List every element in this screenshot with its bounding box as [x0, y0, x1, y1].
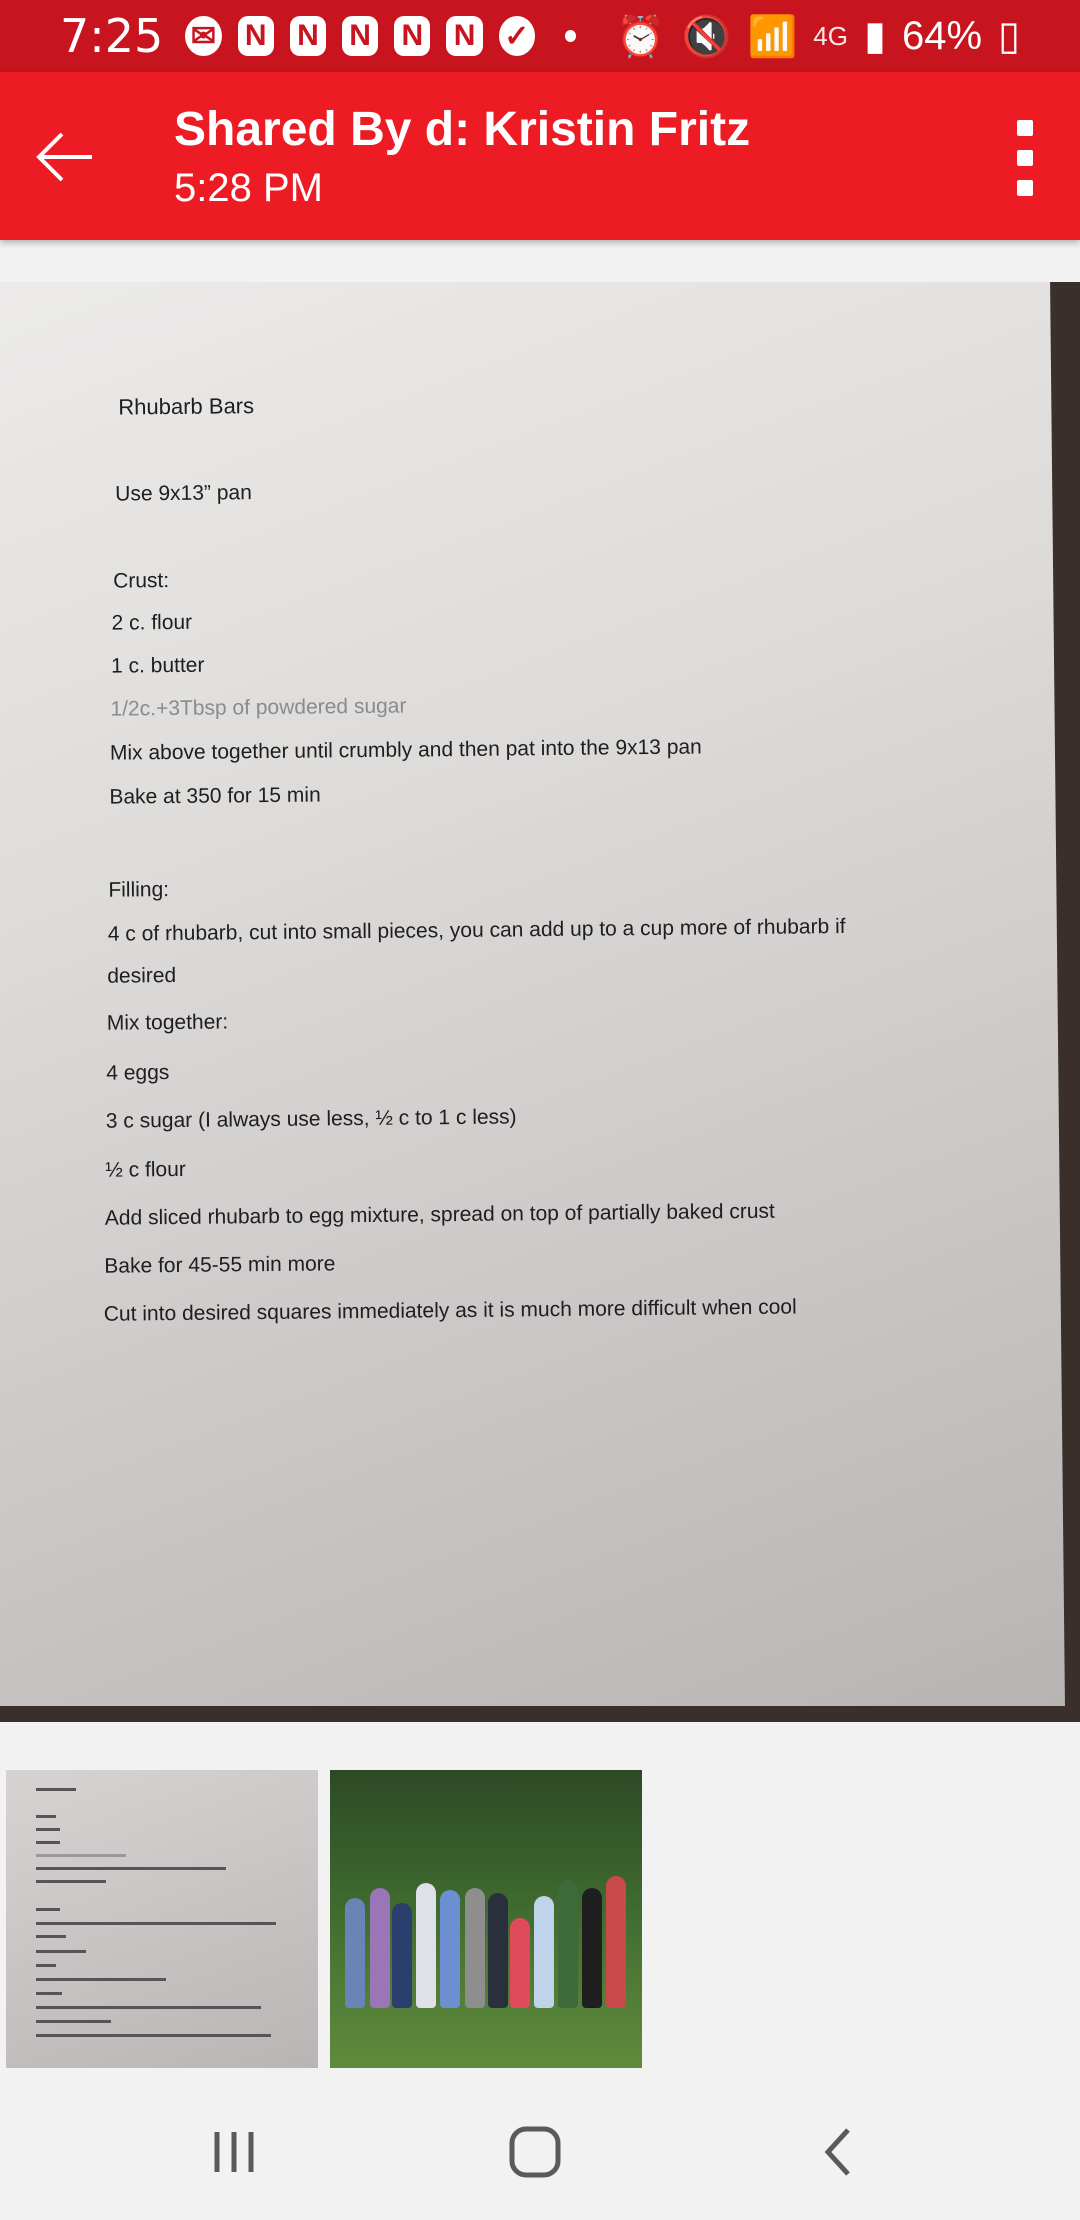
doc-line: Cut into desired squares immediately as it is much more difficult when cool [103, 1295, 797, 1326]
doc-line: Mix above together until crumbly and then pat into the 9x13 pan [109, 735, 702, 765]
messenger-icon: ✉ [185, 16, 221, 56]
doc-line: ½ c flour [105, 1157, 186, 1182]
group-photo-thumbnail[interactable] [330, 1770, 642, 2068]
network-type: 4G [813, 20, 848, 51]
doc-line: desired [107, 963, 177, 988]
doc-line: 1 c. butter [110, 653, 205, 678]
doc-line: Rhubarb Bars [118, 393, 255, 420]
battery-level: 64% [901, 13, 983, 58]
thumbnail-strip [0, 1722, 1080, 2082]
image-viewer[interactable] [0, 282, 1080, 1722]
verizon-check-icon: ✓ [499, 16, 535, 56]
wifi-icon: 📶 [747, 14, 798, 59]
doc-line: Mix together: [106, 1010, 229, 1035]
app-n-icon: N [342, 16, 378, 56]
app-n-icon: N [394, 16, 430, 56]
more-notifications-dot-icon [565, 30, 576, 42]
doc-line: 4 eggs [106, 1061, 170, 1085]
doc-line: 3 c sugar (I always use less, ½ c to 1 c less) [105, 1105, 517, 1133]
status-bar [0, 0, 1080, 72]
recent-apps-icon[interactable] [194, 2112, 274, 2192]
doc-line: Filling: [108, 878, 170, 902]
back-nav-icon[interactable] [798, 2112, 878, 2192]
system-nav-bar [0, 2082, 1080, 2220]
doc-line: Add sliced rhubarb to egg mixture, spread on top of partially baked crust [104, 1199, 775, 1230]
status-time: 7:25 [60, 9, 164, 63]
more-options-icon[interactable] [1010, 120, 1040, 196]
doc-line: Use 9x13” pan [115, 481, 252, 506]
recipe-paper-photo [0, 282, 1065, 1722]
doc-line: 4 c of rhubarb, cut into small pieces, you can add up to a cup more of rhubarb if [107, 914, 846, 946]
signal-icon: ▮ [863, 14, 886, 58]
page-subtitle-time: 5:28 PM [174, 166, 323, 210]
doc-line: 2 c. flour [111, 610, 193, 635]
recipe-photo-thumbnail[interactable] [6, 1770, 318, 2068]
app-n-icon: N [446, 16, 482, 56]
battery-icon: ▯ [998, 14, 1021, 58]
alarm-icon: ⏰ [615, 14, 666, 59]
home-icon[interactable] [495, 2112, 575, 2192]
app-n-icon: N [290, 16, 326, 56]
back-arrow-icon[interactable] [30, 122, 100, 192]
page-title: Shared By d: Kristin Fritz [174, 103, 751, 156]
table-edge [0, 1706, 1080, 1722]
doc-line: Bake for 45-55 min more [104, 1252, 336, 1278]
app-n-icon: N [238, 16, 274, 56]
mute-icon: 🔇 [681, 14, 732, 59]
doc-line: Bake at 350 for 15 min [109, 783, 321, 809]
doc-line: Crust: [113, 569, 170, 593]
app-bar [0, 72, 1080, 240]
doc-line: 1/2c.+3Tbsp of powdered sugar [110, 694, 407, 721]
